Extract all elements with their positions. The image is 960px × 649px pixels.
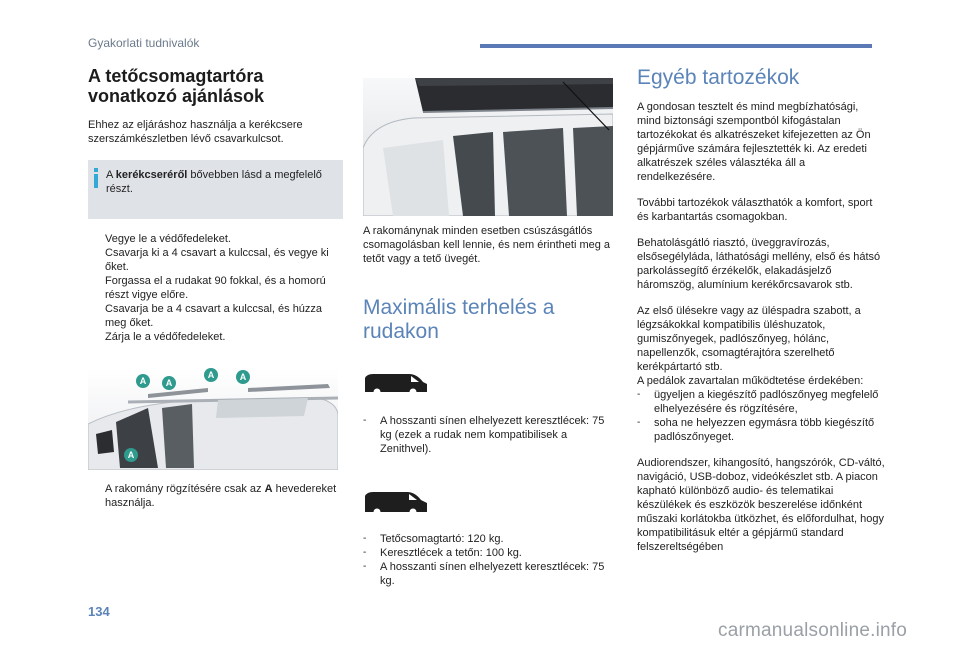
roof-rack-intro: Ehhez az eljáráshoz használja a kerékcsere szerszámkészletben lévő csavarkulcsot. bbox=[88, 119, 303, 145]
accessories-para-3: Behatolásgátló riasztó, üveggravírozás, elsősegélyláda, láthatósági mellény, első és hátsó parkolássegítő érzékelők, elakadásjelző háromszög, alumínium kerékőrcsavarok stb. bbox=[637, 237, 881, 291]
strap-note bbox=[88, 482, 343, 510]
accessories-para-6: Audiorendszer, kihangosító, hangszórók, CD-váltó, navigáció, USB-doboz, videókészlet stb. A piacon kapható különböző audio- és telematikai készülékek és eszközök beszerelése időnként műszaki korlátokba ütközhet, és előfordulhat, hogy kompatibilitásuk eltér a gépjármű standard felszereltségében bbox=[637, 457, 885, 553]
column-roof-rack bbox=[88, 66, 343, 510]
dash-marker: - bbox=[637, 389, 641, 400]
column-max-load bbox=[363, 78, 618, 588]
accessories-para-1: A gondosan tesztelt és mind megbízhatósági, mind biztonsági szempontból kifogástalan tartozékokat és alkatrészeket kifejezetten az Ön gépjárműve számára fejlesztették ki. Az eredeti alkatrészek széles választéka áll a rendelkezésére. bbox=[637, 101, 871, 183]
dash-marker: - bbox=[637, 417, 641, 428]
header-bar bbox=[480, 44, 872, 48]
section-header: Gyakorlati tudnivalók bbox=[88, 36, 200, 50]
accessories-title: Egyéb tartozékok bbox=[637, 66, 800, 89]
list-item: - soha ne helyezzen egymásra több kiegészítő padlószőnyeget. bbox=[637, 417, 875, 443]
roof-rack-title: A tetőcsomagtartóra vonatkozó ajánlások bbox=[88, 66, 265, 106]
list-item: - ügyeljen a kiegészítő padlószőnyeg megfelelő elhelyezésére és rögzítésére, bbox=[637, 389, 879, 415]
dash-marker: - bbox=[363, 415, 367, 426]
info-link-wheel-change: kerékcseréről bbox=[115, 169, 188, 181]
list-item: Zárja le a védőfedeleket. bbox=[105, 331, 226, 343]
load-limits-list bbox=[363, 532, 618, 588]
roof-bars-illustration bbox=[88, 368, 338, 470]
column-accessories bbox=[637, 66, 885, 554]
max-load-title: Maximális terhelés a rudakon bbox=[363, 296, 555, 343]
list-item: Forgassa el a rudakat 90 fokkal, és a homorú részt vigye előre. bbox=[105, 275, 326, 301]
info-icon bbox=[93, 168, 100, 188]
steps-list bbox=[88, 232, 343, 344]
list-item: Csavarja ki a 4 csavart a kulccsal, és vegye ki őket. bbox=[105, 247, 329, 273]
roof-box-illustration bbox=[363, 78, 613, 216]
load-caption: A rakománynak minden esetben csúszásgátlós csomagolásban kell lennie, és nem érintheti meg a tetőt vagy a tető üvegét. bbox=[363, 225, 611, 265]
badge-a: A bbox=[136, 374, 150, 388]
list-item: Csavarja be a 4 csavart a kulccsal, és húzza meg őket. bbox=[105, 303, 323, 329]
watermark: carmanualsonline.info bbox=[718, 620, 908, 641]
list-item: - A hosszanti sínen elhelyezett keresztlécek: 75 kg (ezek a rudak nem kompatibilisek a Zenithvel). bbox=[363, 415, 605, 455]
badge-a: A bbox=[162, 376, 176, 390]
dash-marker: - bbox=[363, 561, 367, 572]
list-item: - A hosszanti sínen elhelyezett keresztlécek: 75 kg. bbox=[363, 561, 605, 587]
page-number: 134 bbox=[88, 604, 110, 619]
badge-a: A bbox=[124, 448, 138, 462]
list-item: - Keresztlécek a tetőn: 100 kg. bbox=[363, 547, 522, 559]
info-box: A kerékcseréről bővebben lásd a megfelelő részt. bbox=[88, 160, 343, 219]
van-short-icon bbox=[363, 478, 618, 524]
pedal-list bbox=[637, 388, 885, 444]
dash-marker: - bbox=[363, 533, 367, 544]
list-item: Vegye le a védőfedeleket. bbox=[105, 233, 231, 245]
badge-a: A bbox=[204, 368, 218, 382]
accessories-para-4: Az első ülésekre vagy az üléspadra szabott, a légzsákokkal kompatibilis üléshuzatok, gumiszőnyegek, padlószőnyeg, hólánc, napellenzők, csomagtérajtóra szerelhető kerékpártartó stb. bbox=[637, 305, 861, 373]
badge-a: A bbox=[236, 370, 250, 384]
accessories-para-2: További tartozékok választhatók a komfort, sport és karbantartás csomagokban. bbox=[637, 197, 873, 223]
list-item: - Tetőcsomagtartó: 120 kg. bbox=[363, 533, 504, 545]
list-item: A rakomány rögzítésére csak az A hevedereket használja. bbox=[105, 483, 337, 509]
rail-load-list bbox=[363, 414, 618, 456]
van-long-icon bbox=[363, 358, 618, 404]
accessories-para-5: A pedálok zavartalan működtetése érdekében: bbox=[637, 375, 864, 387]
dash-marker: - bbox=[363, 547, 367, 558]
